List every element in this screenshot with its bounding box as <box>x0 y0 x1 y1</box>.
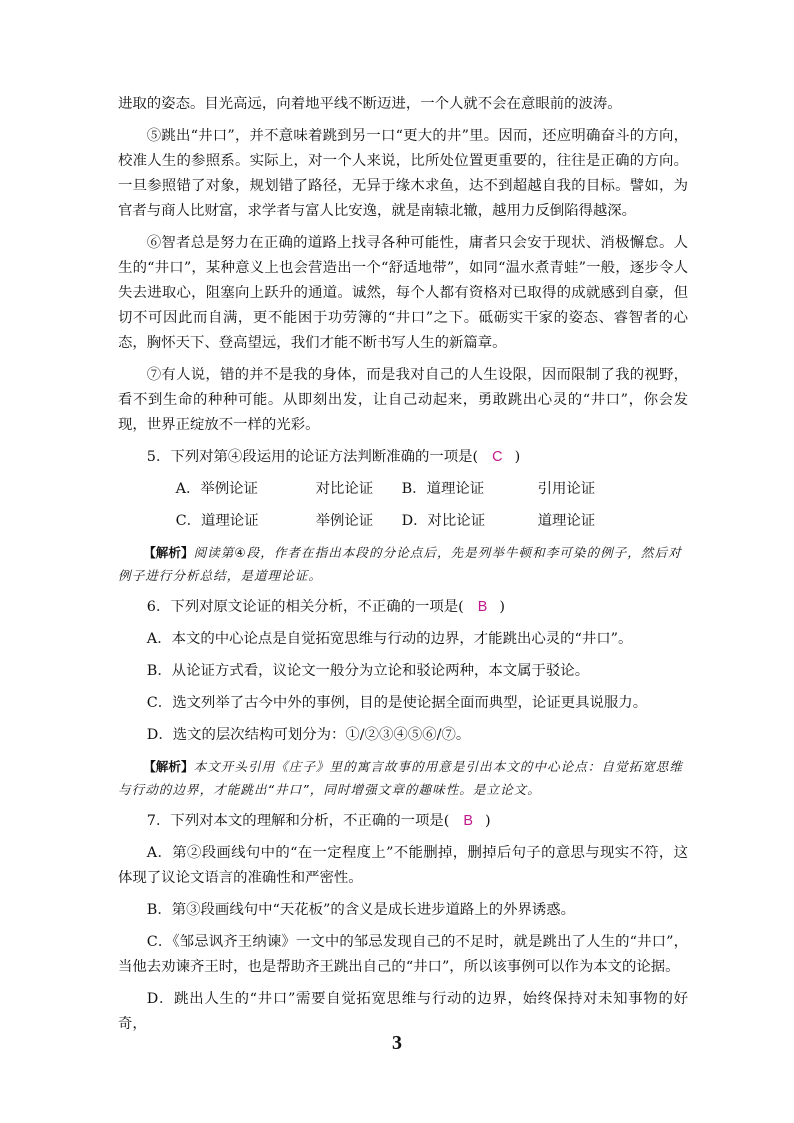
q6-option-b: B．从论证方式看，议论文一般分为立论和驳论两种，本文属于驳论。 <box>146 663 590 679</box>
q6-analysis-label: 【解析】 <box>143 759 194 774</box>
q6-option-d: D．选文的层次结构可划分为：①/②③④⑤⑥/⑦。 <box>146 727 471 743</box>
q6-stem-close: ) <box>499 599 506 615</box>
q5-analysis <box>118 541 688 587</box>
q7-option-b: B．第③段画线句中“天花板”的含义是成长进步道路上的外界诱惑。 <box>146 902 576 918</box>
paragraph-7: ⑦有人说，错的并不是我的身体，而是我对自己的人生设限，因而限制了我的视野，看不到生命的种种可能。从即刻出发，让自己动起来，勇敢跳出心灵的“井口”，你会发现，世界正绽放不一样的光彩。 <box>118 367 688 433</box>
q5-option-a-1: A．举例论证 <box>175 481 258 497</box>
q6-stem-text: 6．下列对原文论证的相关分析，不正确的一项是( <box>146 599 464 615</box>
q5-options-row-2 <box>118 509 688 534</box>
q7-stem-close: ) <box>485 813 491 829</box>
q7-option-c: C．《邹忌讽齐王纳谏》一文中的邹忌发现自己的不足时，就是跳出了人生的“井口”，当他去劝谏齐王时，也是帮助齐王跳出自己的“井口”，所以该事例可以作为本文的论据。 <box>118 934 688 975</box>
q6-answer: B <box>477 599 488 615</box>
q7-option-a: A．第②段画线句中的“在一定程度上”不能删掉，删掉后句子的意思与现实不符，这体现了议论文语言的准确性和严密性。 <box>118 845 688 886</box>
q5-options-row-1 <box>118 477 688 502</box>
page-number: 3 <box>392 1032 402 1054</box>
q5-answer: C <box>492 449 503 465</box>
q6-option-a: A．本文的中心论点是自觉拓宽思维与行动的边界，才能跳出心灵的“井口”。 <box>146 631 633 647</box>
q5-option-d-1: D．对比论证 <box>401 513 486 529</box>
q5-option-b-2: 引用论证 <box>537 481 596 497</box>
paragraph-6: ⑥智者总是努力在正确的道路上找寻各种可能性，庸者只会安于现状、消极懈怠。人生的“井口”，某种意义上也会营造出一个“舒适地带”，如同“温水煮青蛙”一般，逐步令人失去进取心，阻塞向上跃升的通道。诚然，每个人都有资格对已取得的成就感到自豪，但切不可因此而自满，更不能困于功劳簿的“井口”之下。砥砺实干家的姿态、睿智者的心态，胸怀天下、登高望远，我们才能不断书写人生的新篇章。 <box>118 235 688 351</box>
q5-analysis-label: 【解析】 <box>143 545 194 560</box>
q5-option-b-1: B．道理论证 <box>401 481 485 497</box>
q5-option-a-2: 对比论证 <box>315 481 374 497</box>
question-7-stem <box>118 809 688 834</box>
q6-option-c: C．选文列举了古今中外的事例，目的是使论据全面而典型，论证更具说服力。 <box>146 695 648 711</box>
q5-option-c-2: 举例论证 <box>315 513 374 529</box>
q5-stem-close: ) <box>514 449 521 465</box>
q7-answer: B <box>463 813 473 829</box>
q7-option-d: D．跳出人生的“井口”需要自觉拓宽思维与行动的边界，始终保持对未知事物的好奇， <box>118 991 688 1032</box>
document-page <box>118 92 688 1044</box>
q6-analysis-text: 本文开头引用《庄子》里的寓言故事的用意是引出本文的中心论点：自觉拓宽思维与行动的边界，才能跳出“井口”，同时增强文章的趣味性。是立论文。 <box>118 759 683 797</box>
paragraph-5: ⑤跳出“井口”，并不意味着跳到另一口“更大的井”里。因而，还应明确奋斗的方向，校准人生的参照系。实际上，对一个人来说，比所处位置更重要的，往往是正确的方向。一旦参照错了对象，规划错了路径，无异于缘木求鱼，达不到超越自我的目标。譬如，为官者与商人比财富，求学者与富人比安逸，就是南辕北辙，越用力反倒陷得越深。 <box>118 128 688 219</box>
q5-stem-text: 5．下列对第④段运用的论证方法判断准确的一项是( <box>146 449 479 465</box>
paragraph-continuation: 进取的姿态。目光高远，向着地平线不断迈进，一个人就不会在意眼前的波涛。 <box>118 96 622 112</box>
question-6-stem <box>118 595 688 620</box>
question-5-stem <box>118 445 688 470</box>
q5-option-d-2: 道理论证 <box>537 513 596 529</box>
q7-stem-text: 7．下列对本文的理解和分析，不正确的一项是( <box>146 813 450 829</box>
q5-option-c-1: C．道理论证 <box>175 513 259 529</box>
q6-analysis <box>118 755 688 801</box>
q5-analysis-text: 阅读第④段，作者在指出本段的分论点后，先是列举牛顿和李可染的例子，然后对例子进行分析总结，是道理论证。 <box>118 545 682 583</box>
